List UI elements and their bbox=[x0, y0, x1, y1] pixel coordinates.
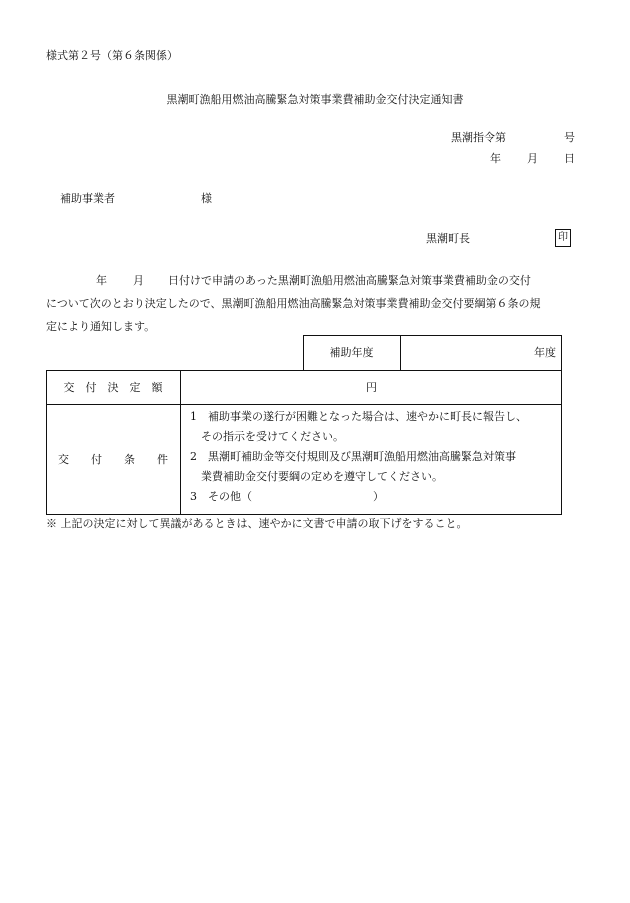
fiscal-divider bbox=[400, 335, 401, 371]
row-divider bbox=[46, 404, 562, 405]
date-month: 月 bbox=[527, 152, 538, 165]
document-title: 黒潮町漁船用燃油高騰緊急対策事業費補助金交付決定通知書 bbox=[166, 93, 464, 106]
reference-suffix: 号 bbox=[564, 131, 575, 144]
body-year: 年 bbox=[96, 274, 107, 287]
condition-line: 業費補助金交付要綱の定めを遵守してください。 bbox=[190, 470, 443, 483]
body-line-1 bbox=[46, 269, 586, 292]
date-year: 年 bbox=[490, 152, 501, 165]
notice-body bbox=[46, 269, 586, 338]
condition-line: 2 黒潮町補助金等交付規則及び黒潮町漁船用燃油高騰緊急対策事 bbox=[190, 450, 516, 463]
amount-label: 交 付 決 定 額 bbox=[63, 381, 163, 394]
date-day: 日 bbox=[564, 152, 575, 165]
recipient-honorific: 様 bbox=[201, 192, 212, 205]
condition-line: 3 その他（ ） bbox=[190, 490, 384, 503]
seal-box: 印 bbox=[555, 229, 571, 247]
form-number: 様式第２号（第６条関係） bbox=[46, 49, 178, 62]
reference-prefix: 黒潮指令第 bbox=[451, 131, 506, 144]
fiscal-year-unit: 年度 bbox=[534, 346, 556, 359]
fiscal-year-label: 補助年度 bbox=[329, 346, 374, 359]
amount-unit: 円 bbox=[366, 381, 377, 394]
issue-date bbox=[490, 152, 575, 166]
condition-line: その指示を受けてください。 bbox=[190, 430, 344, 443]
body-line-3: 定により通知します。 bbox=[46, 320, 156, 333]
reference-number bbox=[451, 131, 575, 145]
recipient bbox=[60, 192, 212, 206]
issuer-name: 黒潮町長 bbox=[426, 232, 470, 245]
body-line-2: について次のとおり決定したので、黒潮町漁船用燃油高騰緊急対策事業費補助金交付要綱第６条の規 bbox=[46, 297, 541, 310]
condition-line: 1 補助事業の遂行が困難となった場合は、速やかに町長に報告し、 bbox=[190, 410, 527, 423]
body-line-1-text: 日付けで申請のあった黒潮町漁船用燃油高騰緊急対策事業費補助金の交付 bbox=[168, 274, 531, 287]
recipient-label: 補助事業者 bbox=[60, 192, 115, 205]
conditions-label: 交 付 条 件 bbox=[58, 453, 168, 466]
footnote: ※ 上記の決定に対して異議があるときは、速やかに文書で申請の取下げをすること。 bbox=[46, 517, 468, 530]
body-month: 月 bbox=[133, 274, 144, 287]
